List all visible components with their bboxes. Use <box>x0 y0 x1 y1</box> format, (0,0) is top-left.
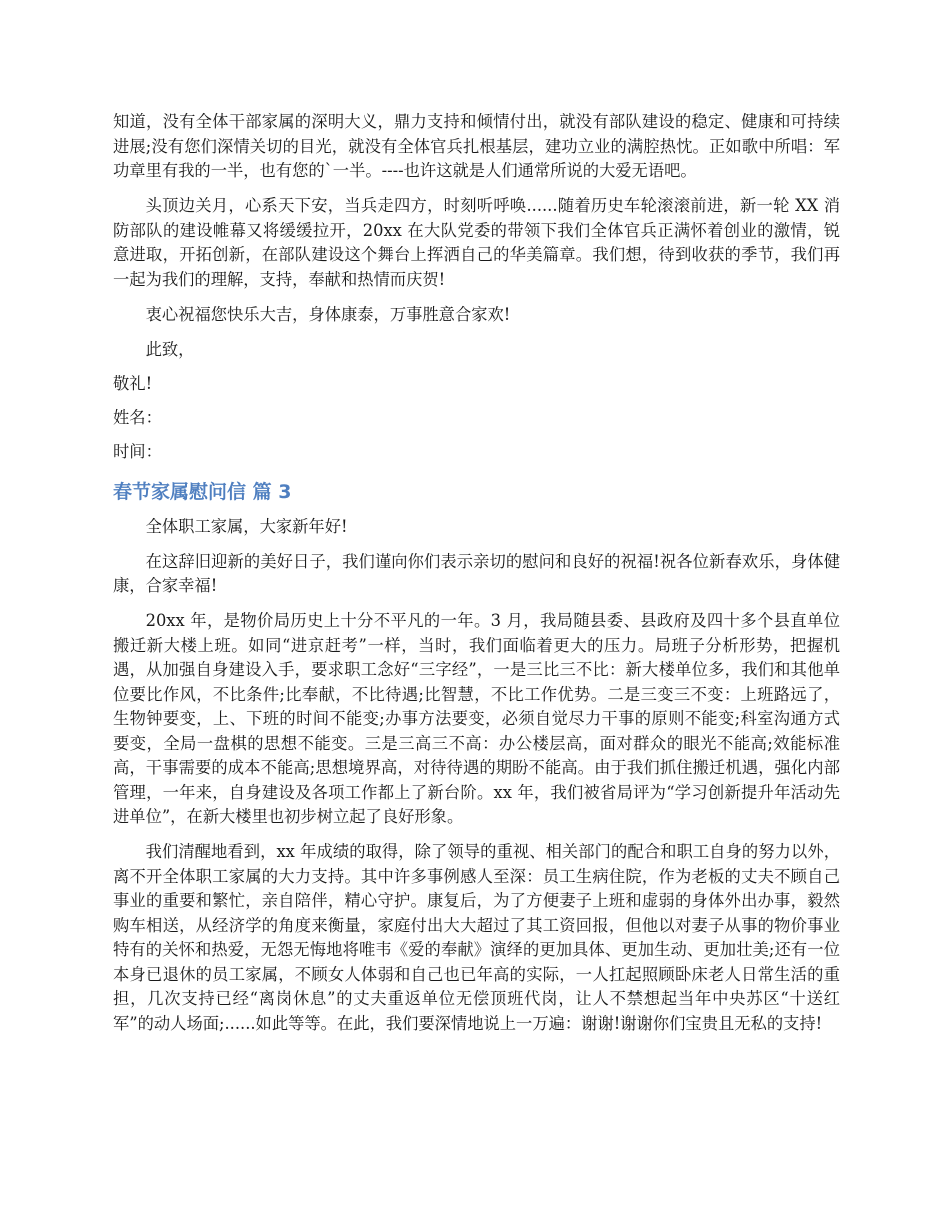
paragraph-new-year-wishes: 在这辞旧迎新的美好日子，我们谨向你们表示亲切的慰问和良好的祝福!祝各位新春欢乐，身体健康，合家幸福! <box>113 551 840 596</box>
paragraph-intro-continuation: 知道，没有全体干部家属的深明大义，鼎力支持和倾情付出，就没有部队建设的稳定、健康和可持续进展;没有您们深情关切的目光，就没有全体官兵扎根基层，建功立业的满腔热忱。正如歌中所唱：军功章里有我的一半，也有您的`一半。----也许这就是人们通常所说的大爱无语吧。 <box>113 112 840 180</box>
closing-salutation: 此致， <box>145 339 195 359</box>
paragraph-annual-review: 20xx 年，是物价局历史上十分不平凡的一年。3 月，我局随县委、县政府及四十多个县直单位搬迁新大楼上班。如同“进京赶考”一样，当时，我们面临着更大的压力。局班子分析形势，把握机遇，从加强自身建设入手，要求职工念好“三字经”，一是三比三不比：新大楼单位多，我们和其他单位要比作风，不比条件;比奉献，不比待遇;比智慧，不比工作优势。二是三变三不变：上班路远了，生物钟要变，上、下班的时间不能变;办事方法要变，必须自觉尽力干事的原则不能变;科室沟通方式要变，全局一盘棋的思想不能变。三是三高三不高：办公楼层高，面对群众的眼光不能高;效能标准高，干事需要的成本不能高;思想境界高，对待待遇的期盼不能高。由于我们抓住搬迁机遇，强化内部管理，一年来，自身建设及各项工作都上了新台阶。xx 年，我们被省局评为“学习创新提升年活动先进单位”，在新大楼里也初步树立起了良好形象。 <box>113 611 840 827</box>
greeting: 全体职工家属，大家新年好! <box>145 516 348 536</box>
name-label: 姓名： <box>113 408 162 428</box>
time-label: 时间： <box>113 442 162 462</box>
document-page <box>113 110 840 1047</box>
paragraph-family-support: 我们清醒地看到，xx 年成绩的取得，除了领导的重视、相关部门的配合和职工自身的努力以外，离不开全体职工家属的大力支持。其中许多事例感人至深：员工生病住院，作为老板的丈夫不顾自己事业的重要和繁忙，亲自陪伴，精心守护。康复后，为了方便妻子上班和虚弱的身体外出办事，毅然购车相送，从经济学的角度来衡量，家庭付出大大超过了其工资回报，但他以对妻子从事的物价事业特有的关怀和热爱，无怨无悔地将唯韦《爱的奉献》演绎的更加具体、更加生动、更加壮美;还有一位本身已退休的员工家属，不顾女人体弱和自己也已年高的实际，一人扛起照顾卧床老人日常生活的重担，几次支持已经“离岗休息”的丈夫重返单位无偿顶班代岗，让人不禁想起当年中央苏区“十送红军”的动人场面;......如此等等。在此，我们要深情地说上一万遍：谢谢!谢谢你们宝贵且无私的支持! <box>113 842 840 1033</box>
closing-respect: 敬礼! <box>113 373 153 393</box>
paragraph-frontier: 头顶边关月，心系天下安，当兵走四方，时刻听呼唤......随着历史车轮滚滚前进，新一轮 XX 消防部队的建设帷幕又将缓缓拉开，20xx 在大队党委的带领下我们全体官兵正满怀着创业的激情，锐意进取，开拓创新，在部队建设这个舞台上挥洒自己的华美篇章。我们想，待到收获的季节，我们再一起为我们的理解，支持，奉献和热情而庆贺! <box>113 196 840 289</box>
section-heading: 春节家属慰问信 篇 3 <box>113 480 292 503</box>
paragraph-blessing: 衷心祝福您快乐大吉，身体康泰，万事胜意合家欢! <box>145 304 511 324</box>
